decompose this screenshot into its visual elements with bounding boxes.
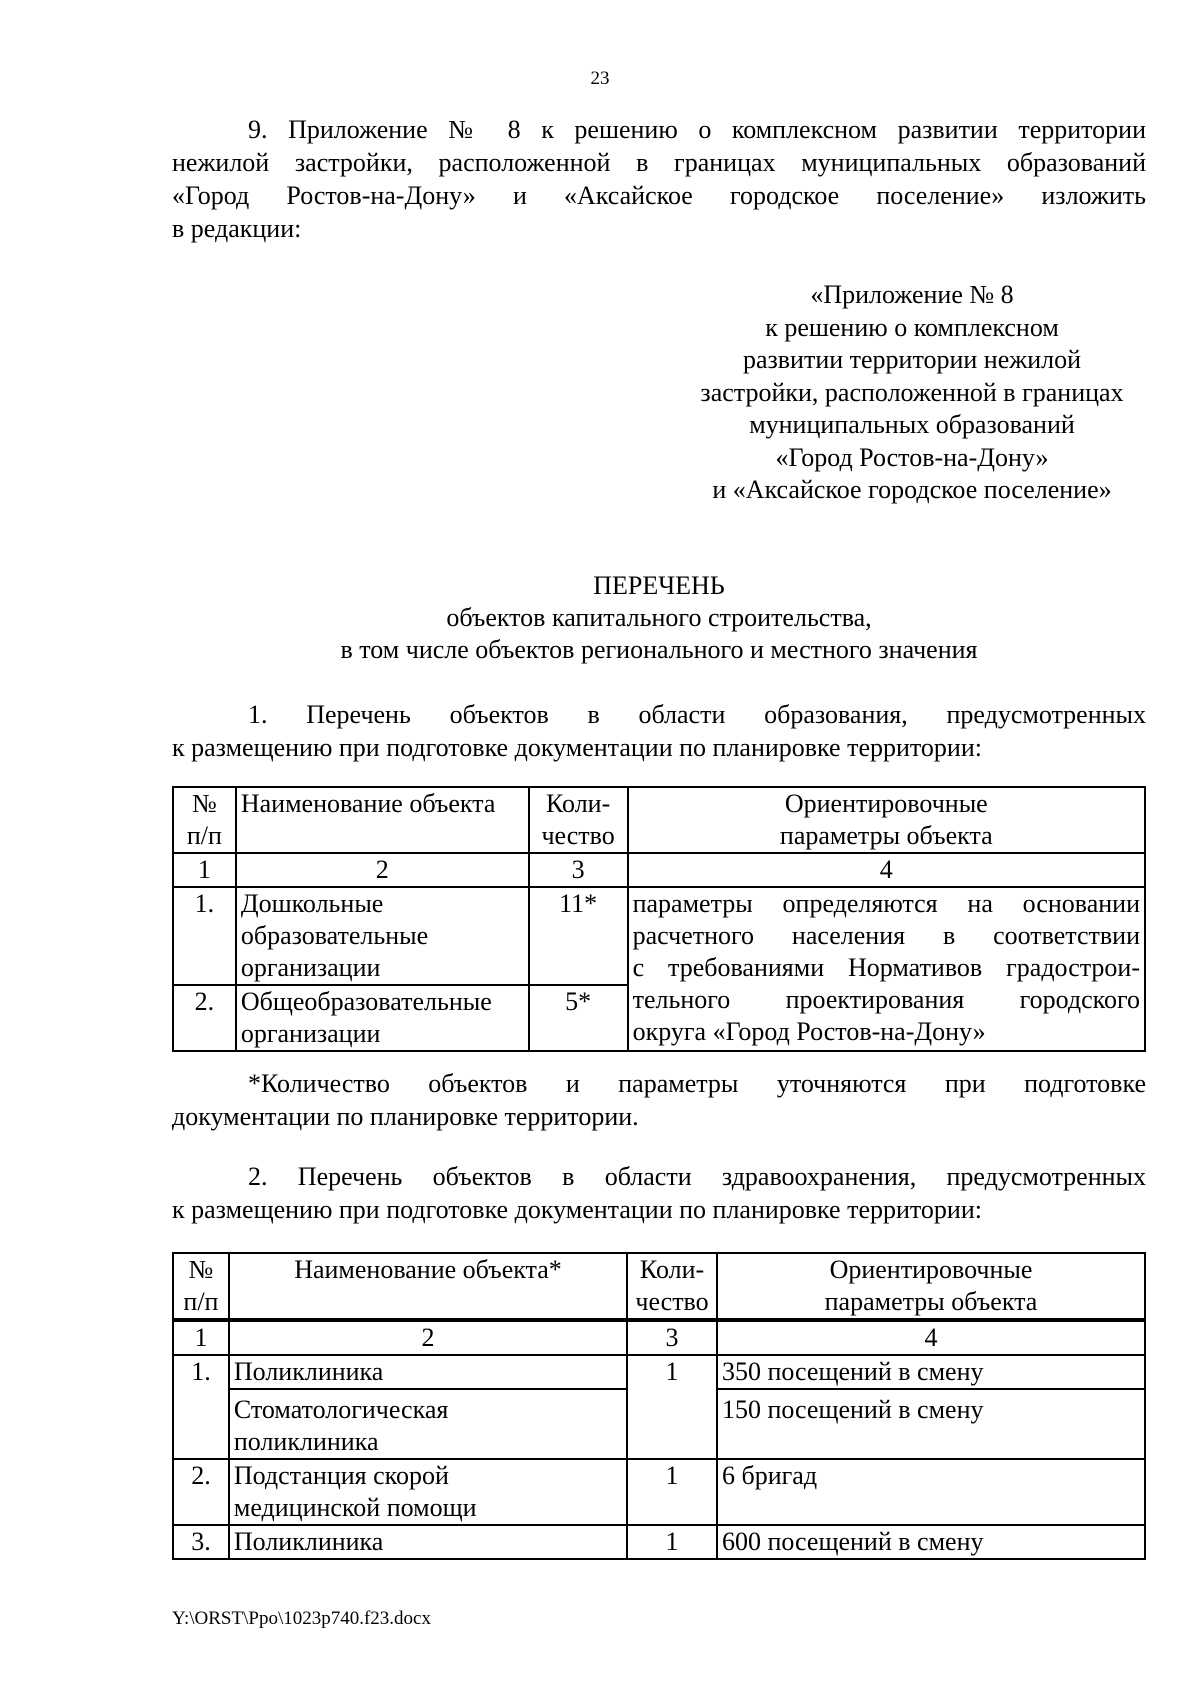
healthcare-table [172, 1252, 1146, 1560]
row-params: 150 посещений в смену [717, 1389, 1145, 1459]
row-name: Поликлиника [229, 1525, 627, 1559]
section2-intro [172, 1160, 1146, 1226]
header-qty: Коли- чество [627, 1253, 717, 1320]
appendix-line: «Город Ростов-на-Дону» [775, 442, 1049, 472]
row-num: 1. [173, 1355, 229, 1459]
row-name: Поликлиника [229, 1355, 627, 1389]
table-row [173, 1355, 1145, 1389]
row-params: параметры определяются на основании расчетного населения в соответствии с требованиями Нормативов градострои- тельного проектирования городского округа «Город Ростов-на-Дону» [628, 887, 1145, 1051]
file-path-footer: Y:\ORST\Ppo\1023p740.f23.docx [172, 1608, 431, 1629]
header-params: Ориентировочные параметры объекта [628, 787, 1145, 853]
document-title [172, 570, 1146, 666]
title-heading: ПЕРЕЧЕНЬ [593, 571, 725, 600]
table-row [173, 887, 1145, 985]
row-name: Общеобразовательные организации [236, 985, 529, 1051]
colnum: 3 [627, 1320, 717, 1355]
row-num: 2. [173, 1459, 229, 1525]
intro-line: 9. Приложение № 8 к решению о комплексном развитии территории [248, 115, 1146, 144]
row-qty: 1 [627, 1525, 717, 1559]
header-num: № п/п [173, 1253, 229, 1320]
row-qty: 5* [529, 985, 628, 1051]
row-qty: 1 [627, 1355, 717, 1459]
header-name: Наименование объекта [236, 787, 529, 853]
row-num: 2. [173, 985, 236, 1051]
colnum: 1 [173, 853, 236, 887]
table-header-row [173, 787, 1145, 853]
header-num: № п/п [173, 787, 236, 853]
colnum: 2 [229, 1320, 627, 1355]
header-name: Наименование объекта* [229, 1253, 627, 1320]
colnum: 4 [717, 1320, 1145, 1355]
row-num: 3. [173, 1525, 229, 1559]
colnum: 4 [628, 853, 1145, 887]
title-line: в том числе объектов регионального и местного значения [340, 635, 978, 664]
appendix-header [672, 279, 1152, 507]
section1-note [172, 1067, 1146, 1133]
appendix-line: «Приложение № 8 [810, 280, 1014, 309]
row-qty: 11* [529, 887, 628, 985]
section1-intro [172, 698, 1146, 764]
table-header-row [173, 1253, 1145, 1320]
section2-line: к размещению при подготовке документации по планировке территории: [172, 1195, 982, 1224]
colnum: 3 [529, 853, 628, 887]
appendix-line: застройки, расположенной в границах [700, 377, 1124, 407]
intro-paragraph [172, 113, 1146, 245]
row-params: 6 бригад [717, 1459, 1145, 1525]
intro-line: в редакции: [172, 214, 302, 243]
header-params: Ориентировочные параметры объекта [717, 1253, 1145, 1320]
table-colnum-row [173, 853, 1145, 887]
appendix-line: муниципальных образований [749, 410, 1075, 439]
row-params: 600 посещений в смену [717, 1525, 1145, 1559]
row-name: Подстанция скорой медицинской помощи [229, 1459, 627, 1525]
row-name: Дошкольные образовательные организации [236, 887, 529, 985]
appendix-line: развитии территории нежилой [742, 345, 1082, 374]
section1-line: 1. Перечень объектов в области образования, предусмотренных [248, 700, 1146, 729]
header-qty: Коли- чество [529, 787, 628, 853]
title-line: объектов капитального строительства, [446, 603, 872, 632]
row-params: 350 посещений в смену [717, 1355, 1145, 1389]
row-num: 1. [173, 887, 236, 985]
intro-line: «Город Ростов-на-Дону» и «Аксайское городское поселение» изложить [172, 181, 1146, 210]
page-number: 23 [590, 68, 610, 89]
section1-line: к размещению при подготовке документации по планировке территории: [172, 733, 982, 762]
colnum: 1 [173, 1320, 229, 1355]
table-colnum-row [173, 1320, 1145, 1355]
section2-line: 2. Перечень объектов в области здравоохранения, предусмотренных [248, 1162, 1146, 1191]
education-table [172, 786, 1146, 1052]
appendix-line: и «Аксайское городское поселение» [712, 475, 1112, 504]
appendix-line: к решению о комплексном [765, 312, 1059, 342]
colnum: 2 [236, 853, 529, 887]
note-line: *Количество объектов и параметры уточняются при подготовке [248, 1069, 1146, 1098]
table-row [173, 1525, 1145, 1559]
table-row [173, 1459, 1145, 1525]
row-qty: 1 [627, 1459, 717, 1525]
intro-line: нежилой застройки, расположенной в границах муниципальных образований [172, 148, 1146, 177]
row-name: Стоматологическая поликлиника [229, 1389, 627, 1459]
note-line: документации по планировке территории. [172, 1102, 639, 1131]
